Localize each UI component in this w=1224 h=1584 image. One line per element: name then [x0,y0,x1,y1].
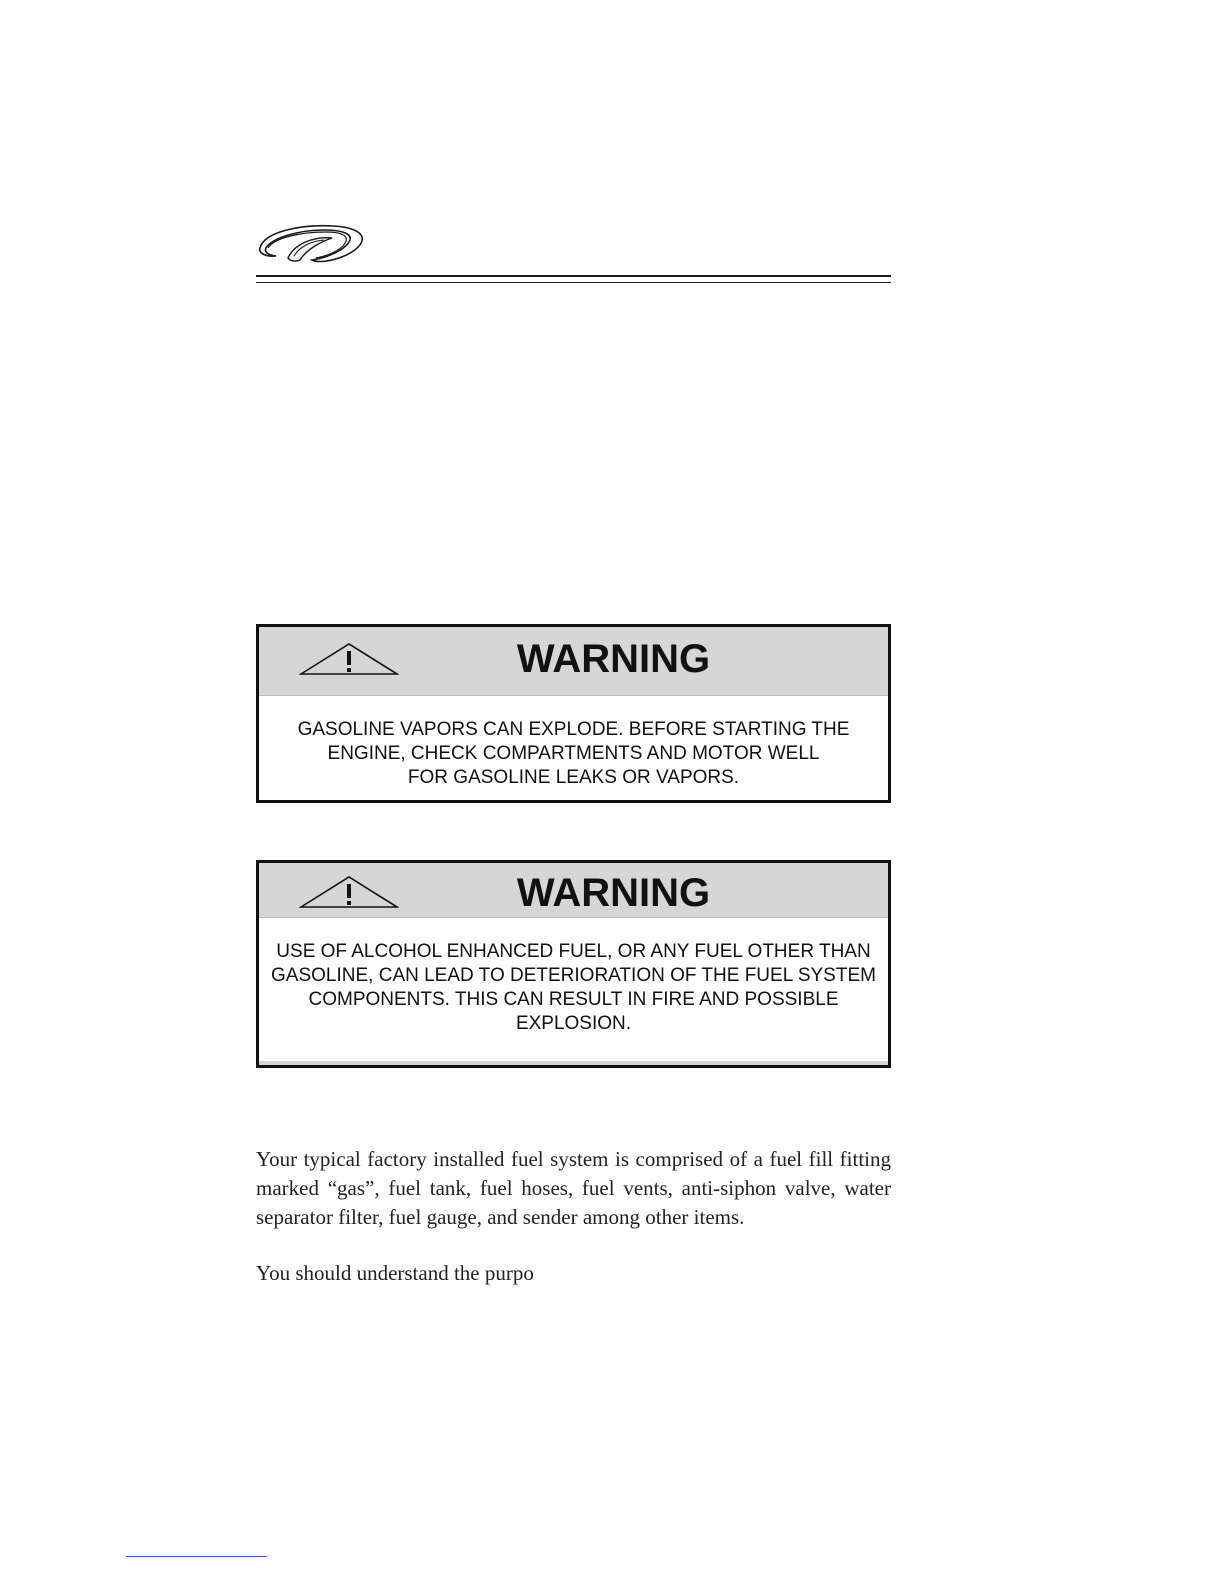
warning-title: WARNING [516,637,711,681]
footer-link-underline[interactable] [126,1556,267,1557]
warning-header [259,863,888,918]
warning-box-alcohol-fuel [256,860,891,1068]
warning-title: WARNING [516,871,711,915]
warning-header [259,627,888,696]
swoosh-logo-icon [254,218,368,266]
warning-box-vapors [256,624,891,803]
fuel-system-paragraph: Your typical factory installed fuel system is comprised of a fuel fill fitting marked “gas”, fuel tank, fuel hoses, fuel vents, anti-siphon valve, water separator filter, fuel gauge, and sender among other items. [256,1147,891,1229]
header-rule-thick [256,275,891,277]
header-rule-thin [256,282,891,283]
warning-body-text: GASOLINE VAPORS CAN EXPLODE. BEFORE STARTING THE ENGINE, CHECK COMPARTMENTS AND MOTOR WELL FOR GASOLINE LEAKS OR VAPORS. [297,719,850,788]
warning-footer-band [259,1061,888,1065]
purpose-paragraph: You should understand the purpo [256,1261,534,1285]
warning-body-text: USE OF ALCOHOL ENHANCED FUEL, OR ANY FUEL OTHER THAN GASOLINE, CAN LEAD TO DETERIORATION OF THE FUEL SYSTEM COMPONENTS. THIS CAN RESULT IN FIRE AND POSSIBLE EXPLOSION. [271,941,876,1034]
